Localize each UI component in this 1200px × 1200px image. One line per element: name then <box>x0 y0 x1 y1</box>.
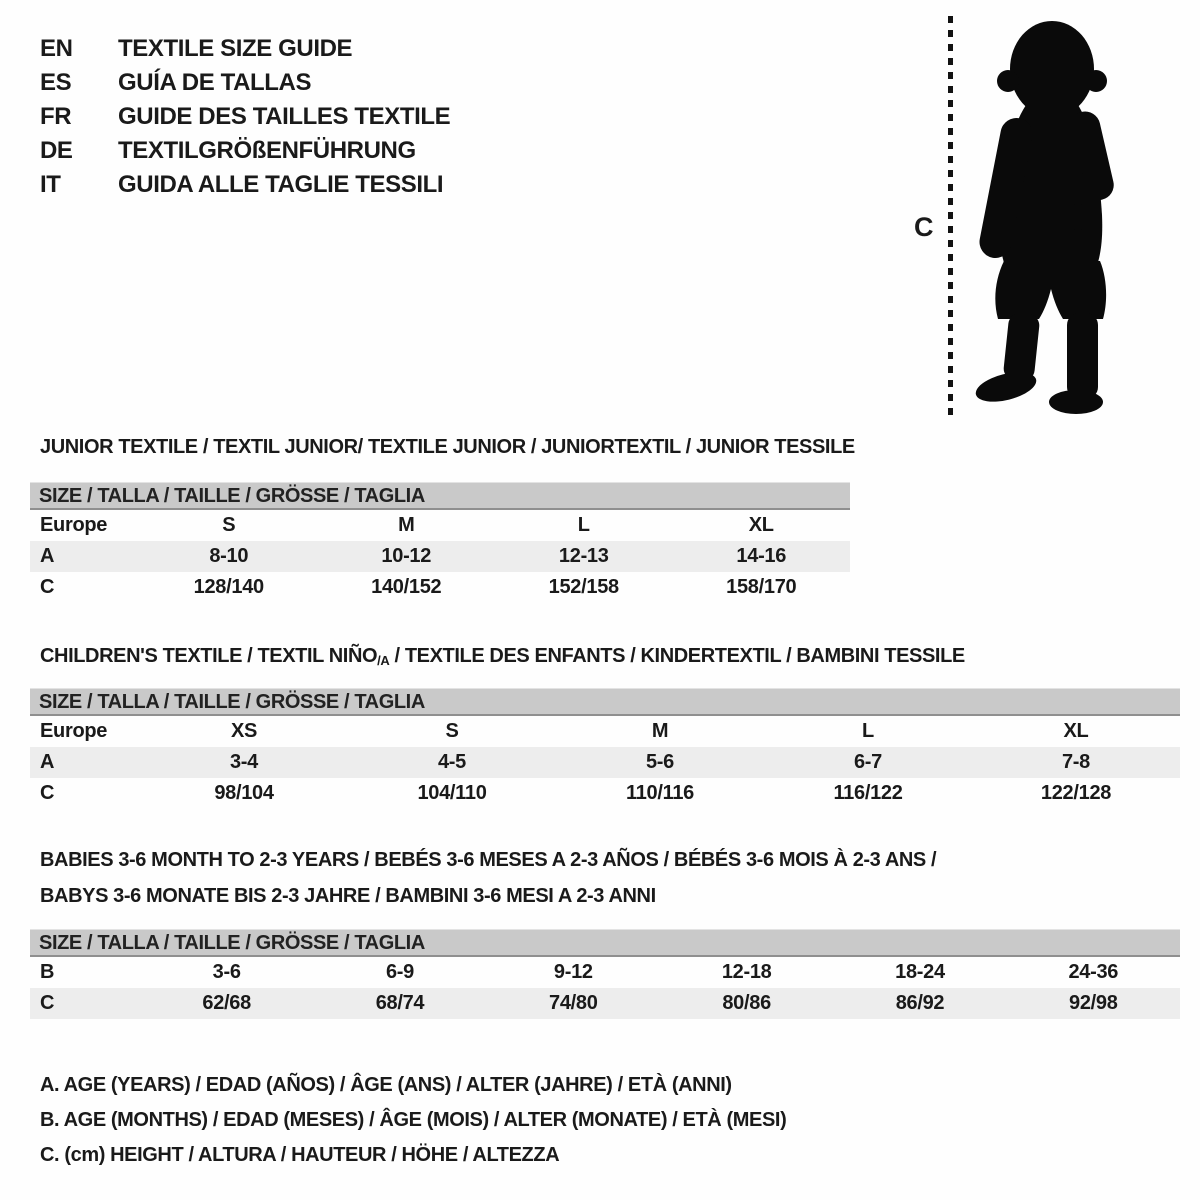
months-value: 6-9 <box>385 961 414 983</box>
children-row-height <box>30 778 1180 809</box>
height-value: 86/92 <box>895 992 945 1014</box>
row-label: A <box>40 751 55 773</box>
guide-title-fr: GUIDE DES TAILLES TEXTILE <box>118 103 451 130</box>
size-value: L <box>577 514 590 536</box>
months-value: 18-24 <box>895 961 945 983</box>
size-value: S <box>445 720 459 742</box>
legend-block <box>40 1068 786 1173</box>
language-code: ES <box>40 69 72 96</box>
legend-line-a: A. AGE (YEARS) / EDAD (AÑOS) / ÂGE (ANS) / ALTER (JAHRE) / ETÀ (ANNI) <box>40 1074 732 1096</box>
size-value: M <box>651 720 669 742</box>
legend-line-b: B. AGE (MONTHS) / EDAD (MESES) / ÂGE (MOIS) / ALTER (MONATE) / ETÀ (MESI) <box>40 1109 787 1131</box>
children-title-prefix: CHILDREN'S TEXTILE / TEXTIL NIÑO <box>40 645 378 667</box>
age-value: 4-5 <box>437 751 466 773</box>
height-value: 68/74 <box>375 992 425 1014</box>
height-value: 122/128 <box>1040 782 1112 804</box>
height-value: 110/116 <box>626 782 694 804</box>
legend-line-c: C. (cm) HEIGHT / ALTURA / HAUTEUR / HÖHE / ALTEZZA <box>40 1144 560 1166</box>
language-row-en <box>40 32 450 66</box>
language-row-fr <box>40 100 450 134</box>
junior-size-header-bar: SIZE / TALLA / TAILLE / GRÖSSE / TAGLIA <box>30 482 850 510</box>
height-value: 158/170 <box>726 576 797 598</box>
babies-row-months <box>30 957 1180 988</box>
height-value: 98/104 <box>214 782 274 804</box>
language-code: IT <box>40 171 61 198</box>
age-value: 10-12 <box>381 545 432 567</box>
height-value: 128/140 <box>193 576 264 598</box>
size-value: M <box>398 514 415 536</box>
children-row-europe <box>30 716 1180 747</box>
junior-table <box>30 482 850 603</box>
height-value: 116/122 <box>833 782 903 804</box>
children-row-age <box>30 747 1180 778</box>
toddler-silhouette-icon <box>962 13 1140 415</box>
age-value: 6-7 <box>853 751 882 773</box>
months-value: 24-36 <box>1068 961 1119 983</box>
height-value: 62/68 <box>202 992 251 1014</box>
row-label: B <box>40 961 55 983</box>
babies-title-line1: BABIES 3-6 MONTH TO 2-3 YEARS / BEBÉS 3-6 MESES A 2-3 AÑOS / BÉBÉS 3-6 MOIS À 2-3 ANS / <box>40 849 937 871</box>
language-row-es <box>40 66 450 100</box>
language-code: FR <box>40 103 72 130</box>
size-value: XL <box>748 514 774 536</box>
age-value: 3-4 <box>229 751 258 773</box>
age-value: 12-13 <box>558 545 609 567</box>
babies-size-header-bar: SIZE / TALLA / TAILLE / GRÖSSE / TAGLIA <box>30 929 1180 957</box>
guide-title-it: GUIDA ALLE TAGLIE TESSILI <box>118 171 444 198</box>
language-row-de <box>40 134 450 168</box>
row-label: C <box>40 992 55 1014</box>
babies-row-height <box>30 988 1180 1019</box>
height-measure-label: C <box>914 212 934 242</box>
age-value: 8-10 <box>209 545 249 567</box>
language-code: DE <box>40 137 73 164</box>
height-value: 104/110 <box>417 782 487 804</box>
months-value: 3-6 <box>212 961 241 983</box>
row-label: C <box>40 782 55 804</box>
children-section-title <box>40 645 965 668</box>
language-code: EN <box>40 35 73 62</box>
children-title-suffix: / TEXTILE DES ENFANTS / KINDERTEXTIL / BAMBINI TESSILE <box>389 645 965 667</box>
months-value: 9-12 <box>553 961 593 983</box>
junior-row-europe <box>30 510 850 541</box>
age-value: 7-8 <box>1061 751 1090 773</box>
size-value: XL <box>1063 720 1089 742</box>
height-value: 92/98 <box>1069 992 1118 1014</box>
height-dashed-line <box>948 16 953 416</box>
guide-title-en: TEXTILE SIZE GUIDE <box>118 35 353 62</box>
babies-table <box>30 929 1180 1019</box>
age-value: 14-16 <box>736 545 787 567</box>
row-label: A <box>40 545 55 567</box>
language-title-list <box>40 32 450 202</box>
months-value: 12-18 <box>721 961 772 983</box>
children-table <box>30 688 1180 809</box>
babies-section-title <box>40 842 936 914</box>
age-value: 5-6 <box>645 751 674 773</box>
babies-title-line2: BABYS 3-6 MONATE BIS 2-3 JAHRE / BAMBINI 3-6 MESI A 2-3 ANNI <box>40 885 656 907</box>
row-label: Europe <box>40 514 108 536</box>
guide-title-de: TEXTILGRÖßENFÜHRUNG <box>118 137 416 164</box>
junior-row-age <box>30 541 850 572</box>
height-value: 80/86 <box>722 992 771 1014</box>
junior-row-height <box>30 572 850 603</box>
size-value: S <box>222 514 236 536</box>
height-value: 140/152 <box>371 576 442 598</box>
height-value: 152/158 <box>548 576 619 598</box>
guide-title-es: GUÍA DE TALLAS <box>118 69 312 96</box>
height-value: 74/80 <box>549 992 598 1014</box>
row-label: C <box>40 576 55 598</box>
language-row-it <box>40 168 450 202</box>
size-value: XS <box>230 720 258 742</box>
size-value: L <box>862 720 874 742</box>
row-label: Europe <box>40 720 108 742</box>
children-title-sub: /A <box>377 653 390 668</box>
junior-section-title: JUNIOR TEXTILE / TEXTIL JUNIOR/ TEXTILE JUNIOR / JUNIORTEXTIL / JUNIOR TESSILE <box>40 436 855 458</box>
children-size-header-bar: SIZE / TALLA / TAILLE / GRÖSSE / TAGLIA <box>30 688 1180 716</box>
